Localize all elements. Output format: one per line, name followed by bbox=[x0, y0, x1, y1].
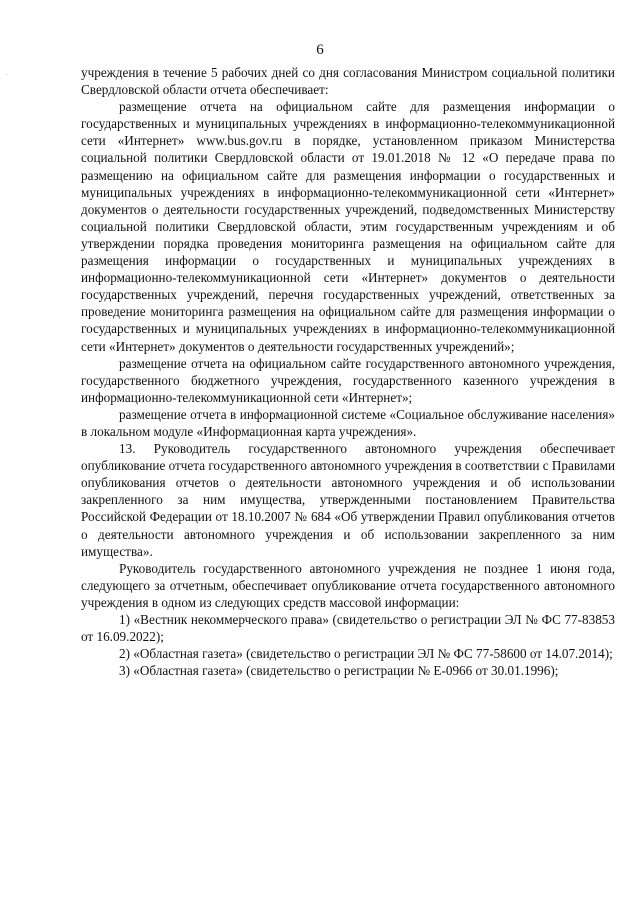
paragraph-bus-gov-placement: размещение отчета на официальном сайте для размещения информации о государственных и муниципальных учреждениях в информационно-телекоммуникационной сети «Интернет» www.bus.gov.ru в порядке, установленном приказом Министерства социальной политики Свердловской области от 19.01.2018 № 12 «О передаче права по размещению на официальном сайте для размещения информации о государственных и муниципальных учреждениях в информационно-телекоммуникационной сети «Интернет» документов о деятельности государственных учреждений, подведомственных Министерству социальной политики Свердловской области, этим государственным учреждениям и об утверждении порядка проведения мониторинга размещения на официальном сайте для размещения информации о государственных и муниципальных учреждениях в информационно-телекоммуникационной сети «Интернет» документов о деятельности государственных учреждений, перечня государственных учреждений, ответственных за проведение мониторинга размещения на официальном сайте для размещения информации о государственных и муниципальных учреждениях в информационно-телекоммуникационной сети «Интернет» документов о деятельности государственных учреждений»; bbox=[81, 99, 615, 354]
paragraph-information-system-placement: размещение отчета в информационной системе «Социальное обслуживание населения» в локальном модуле «Информационная карта учреждения». bbox=[81, 406, 615, 439]
document-body bbox=[81, 64, 615, 679]
list-item-1: 1) «Вестник некоммерческого права» (свидетельство о регистрации ЭЛ № ФС 77-83853 от 16.09.2022); bbox=[81, 612, 615, 645]
paragraph-publication-deadline: Руководитель государственного автономного учреждения не позднее 1 июня года, следующего за отчетным, обеспечивает опубликование отчета государственного автономного учреждения в одном из следующих средств массовой информации: bbox=[81, 560, 615, 610]
list-item-2: 2) «Областная газета» (свидетельство о регистрации ЭЛ № ФС 77-58600 от 14.07.2014); bbox=[119, 646, 613, 662]
paragraph-item-13: 13. Руководитель государственного автономного учреждения обеспечивает опубликование отчета государственного автономного учреждения в соответствии с Правилами опубликования отчетов о деятельности автономного учреждения и об использовании закрепленного за ним имущества, утвержденными постановлением Правительства Российской Федерации от 18.10.2007 № 684 «Об утверждении Правил опубликования отчетов о деятельности автономного учреждения и об использовании закрепленного за ним имущества». bbox=[81, 441, 615, 559]
scan-margin-mark bbox=[6, 74, 8, 75]
list-item-3: 3) «Областная газета» (свидетельство о регистрации № Е-0966 от 30.01.1996); bbox=[119, 663, 559, 679]
paragraph-continuation: учреждения в течение 5 рабочих дней со дня согласования Министром социальной политики Свердловской области отчета обеспечивает: bbox=[81, 65, 615, 98]
paragraph-institution-site-placement: размещение отчета на официальном сайте государственного автономного учреждения, государственного бюджетного учреждения, государственного казенного учреждения в информационно-телекоммуникационной сети «Интернет»; bbox=[81, 355, 615, 405]
page-number: 6 bbox=[316, 42, 324, 58]
